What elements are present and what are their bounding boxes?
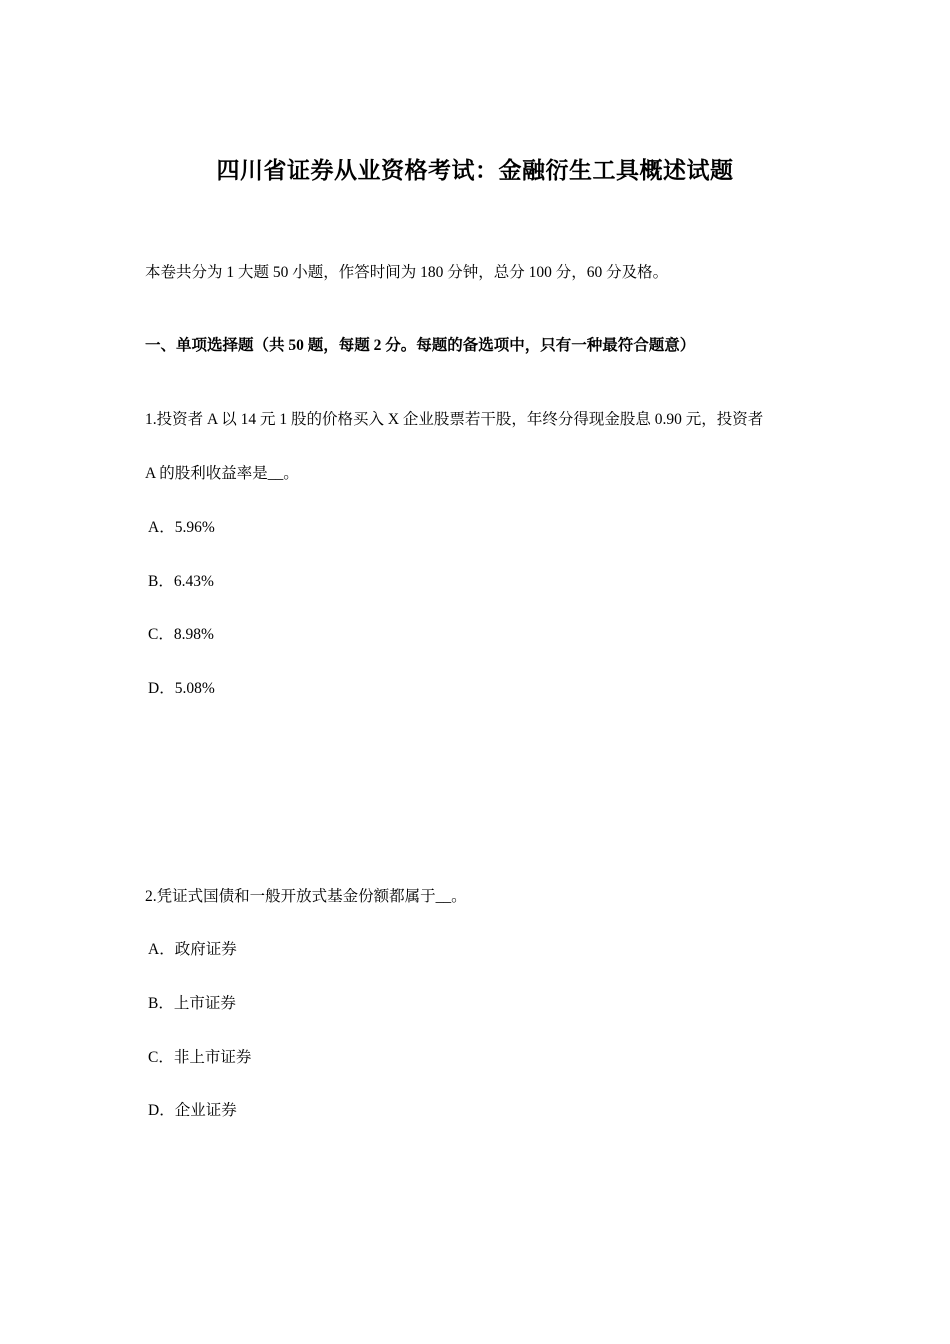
answer-option-a — [148, 937, 237, 959]
answer-option-a — [148, 515, 215, 537]
option-label: D． — [148, 1102, 175, 1119]
section-heading: 一、单项选择题（共 50 题，每题 2 分。每题的备选项中，只有一种最符合题意） — [145, 337, 696, 354]
option-text: 上市证券 — [173, 995, 236, 1012]
option-text: 5.96% — [174, 519, 215, 536]
option-label: A． — [148, 941, 175, 958]
answer-option-d — [148, 1098, 237, 1120]
answer-option-c — [148, 622, 214, 644]
question-stem-line: 2.凭证式国债和一般开放式基金份额都属于__。 — [145, 888, 467, 905]
option-label: B． — [148, 995, 174, 1012]
exam-intro: 本卷共分为 1 大题 50 小题，作答时间为 180 分钟，总分 100 分，60 分及格。 — [145, 264, 669, 281]
option-text: 6.43% — [173, 573, 214, 590]
option-text: 非上市证券 — [173, 1049, 252, 1066]
option-text: 企业证券 — [174, 1102, 237, 1119]
option-label: B． — [148, 573, 174, 590]
option-text: 政府证券 — [174, 941, 237, 958]
option-text: 5.08% — [174, 680, 215, 697]
question-stem-line: A 的股利收益率是__。 — [145, 465, 299, 482]
option-text: 8.98% — [173, 626, 214, 643]
option-label: C． — [148, 1049, 174, 1066]
page-title: 四川省证券从业资格考试：金融衍生工具概述试题 — [216, 158, 734, 183]
answer-option-c — [148, 1045, 251, 1067]
option-label: D． — [148, 680, 175, 697]
answer-option-d — [148, 676, 215, 698]
option-label: C． — [148, 626, 174, 643]
question-stem-line: 1.投资者 A 以 14 元 1 股的价格买入 X 企业股票若干股，年终分得现金股息 0.90 元，投资者 — [145, 411, 764, 428]
option-label: A． — [148, 519, 175, 536]
answer-option-b — [148, 569, 214, 591]
answer-option-b — [148, 991, 236, 1013]
